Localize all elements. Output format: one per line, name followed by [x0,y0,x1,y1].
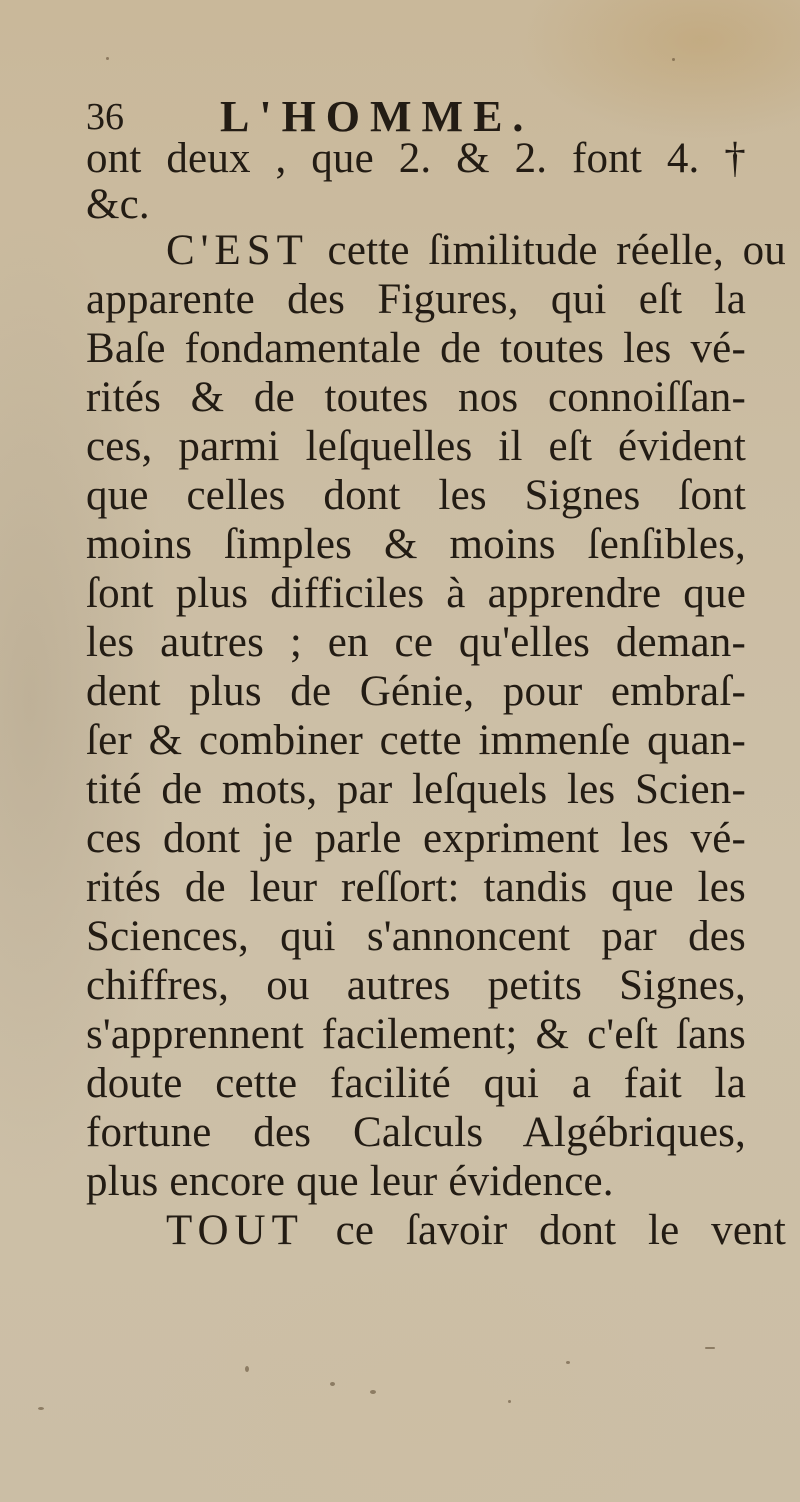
paper-speck [38,1407,44,1410]
body-line: Baſe fondamentale de toutes les vé- [86,325,746,372]
body-line: ſont plus difficiles à apprendre que [86,570,746,617]
body-line: ces, parmi leſquelles il eſt évident [86,423,746,470]
paragraph-lead-rest: cette ſimilitude réelle, ou [308,227,786,274]
paper-speck [508,1400,511,1403]
running-title: L'HOMME. [220,92,534,141]
body-line: apparente des Figures, qui eſt la [86,276,746,323]
body-line: plus encore que leur évidence. [86,1158,614,1205]
paper-speck [566,1361,570,1364]
body-line: &c. [86,181,150,228]
paragraph-start-line [126,1206,786,1256]
body-line: rités de leur reſſort: tandis que les [86,864,746,911]
body-line: chiffres, ou autres petits Signes, [86,962,746,1009]
body-line: moins ſimples & moins ſenſibles, [86,521,746,568]
body-line: rités & de toutes nos connoiſſan- [86,374,746,421]
paper-speck [672,58,675,61]
paragraph-lead-word: TOUT [166,1207,304,1254]
body-line: ces dont je parle expriment les vé- [86,815,746,862]
body-line: que celles dont les Signes ſont [86,472,746,519]
body-line: Sciences, qui s'annoncent par des [86,913,746,960]
paragraph-lead-word: C'EST [166,227,309,274]
body-line: tité de mots, par leſquels les Scien- [86,766,746,813]
paper-speck [705,1347,715,1349]
body-line: les autres ; en ce qu'elles deman- [86,619,746,666]
page-number: 36 [86,96,124,138]
body-line: fortune des Calculs Algébriques, [86,1109,746,1156]
paper-speck [370,1390,376,1394]
body-line: doute cette facilité qui a fait la [86,1060,746,1107]
body-line: s'apprennent facilement; & c'eſt ſans [86,1011,746,1058]
paper-speck [106,57,109,60]
body-line: dent plus de Génie, pour embraſ- [86,668,746,715]
paper-speck [245,1366,249,1372]
paper-speck [330,1382,335,1386]
body-line: ſer & combiner cette immenſe quan- [86,717,746,764]
paragraph-lead-rest: ce ſavoir dont le vent [303,1207,786,1254]
paragraph-start-line [126,226,786,276]
body-line: ont deux , que 2. & 2. font 4. † [86,135,746,182]
